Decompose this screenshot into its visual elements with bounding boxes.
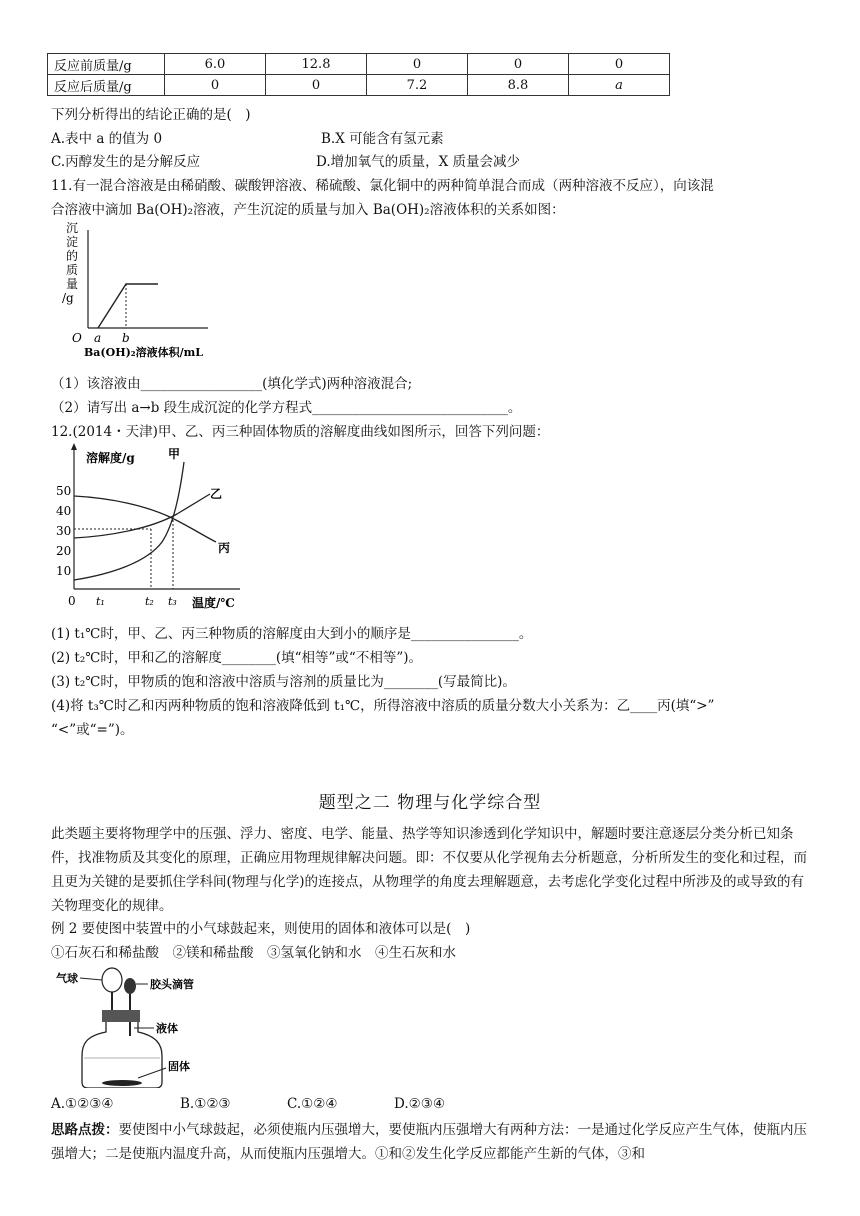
chart-ytick: 30 (56, 524, 72, 538)
q12-stem: 12.(2014・天津)甲、乙、丙三种固体物质的溶解度曲线如图所示，回答下列问题： (51, 424, 550, 440)
ex2-stem: 例 2 要使图中装置中的小气球鼓起来，则使用的固体和液体可以是( ) (51, 921, 471, 937)
graph-ylabel-char: 沉 (66, 221, 79, 235)
chart-t3: t₃ (168, 595, 177, 608)
ex2-option-c: C.①②④ (287, 1096, 338, 1112)
table-cell: 0 (468, 54, 569, 75)
dropper-bulb-icon (124, 978, 136, 994)
ex2-option-b: B.①②③ (180, 1096, 231, 1112)
q12-sub2: (2) t₂℃时，甲和乙的溶解度________(填“相等”或“不相等”)。 (51, 650, 422, 666)
stopper (102, 1010, 140, 1022)
q11-sub2: （2）请写出 a→b 段生成沉淀的化学方程式_____________________________。 (51, 400, 522, 416)
section-intro: 此类题主要将物理学中的压强、浮力、密度、电学、能量、热学等知识渗透到化学知识中，解题时要注意逐层分类分析已知条件，找准物质及其变化的原理，正确应用物理规律解决问题。即：不仅要从化学视角去分析题意，分析所发生的变化和过程，而且更为关键的是要抓住学科间(物理与化学)的连接点，从物理学的角度去理解题意，去考虑化学变化过程中所涉及的或导致的有关物理变化的规律。 (51, 826, 807, 914)
table-cell: 0 (266, 75, 367, 96)
chart-xlabel: 温度/℃ (192, 596, 235, 610)
table-row (48, 75, 670, 96)
table-cell: 7.2 (367, 75, 468, 96)
label-jia: 甲 (168, 447, 181, 461)
graph-xlabel: Ba(OH)₂溶液体积/mL (84, 346, 204, 359)
q10-option-a: A.表中 a 的值为 0 (51, 131, 163, 147)
section-title: 题型之二 物理与化学综合型 (318, 793, 542, 813)
q12-sub4-line2: “<”或“=”)。 (51, 722, 134, 738)
table-row (48, 54, 670, 75)
q10-stem: 下列分析得出的结论正确的是( ) (51, 107, 251, 123)
label-yi: 乙 (210, 487, 223, 501)
graph-origin: O (72, 331, 82, 345)
graph-ylabel-unit: /g (62, 291, 74, 305)
graph-ylabel-char: 量 (66, 277, 79, 291)
ex2-hint (51, 1118, 811, 1166)
q11-sub1: （1）该溶液由__________________(填化学式)两种溶液混合; (51, 376, 413, 392)
chart-ylabel: 溶解度/g (86, 451, 135, 465)
row-label: 反应后质量/g (48, 75, 165, 96)
q11-line2: 合溶液中滴加 Ba(OH)₂溶液，产生沉淀的质量与加入 Ba(OH)₂溶液体积的关系如图： (51, 202, 565, 218)
graph-point-b: b (122, 331, 130, 345)
chart-ytick: 20 (56, 544, 72, 558)
curve-jia (74, 462, 184, 580)
q12-sub4-line1: (4)将 t₃℃时乙和丙两种物质的饱和溶液降低到 t₁℃，所得溶液中溶质的质量分数大小关系为：乙____丙(填“>” (51, 698, 715, 714)
q11-line1: 11.有一混合溶液是由稀硝酸、碳酸钾溶液、稀硫酸、氯化铜中的两种简单混合而成（两种溶液不反应），向该混 (51, 178, 714, 194)
pointer-balloon (80, 978, 102, 980)
solubility-chart (52, 442, 252, 612)
table-cell: 12.8 (266, 54, 367, 75)
hint-text: 要使图中小气球鼓起，必须使瓶内压强增大，要使瓶内压强增大有两种方法：一是通过化学反应产生气体，使瓶内压强增大；二是使瓶内温度升高，从而使瓶内压强增大。①和②发生化学反应都能产生新的气体，③和 (51, 1122, 807, 1162)
graph-precipitate-line (98, 284, 158, 328)
mass-table (47, 53, 670, 96)
chart-origin: 0 (68, 594, 76, 608)
graph-ylabel-char: 的 (66, 249, 79, 263)
chart-ytick: 10 (56, 564, 72, 578)
row-label: 反应前质量/g (48, 54, 165, 75)
chart-ytick: 50 (56, 484, 72, 498)
curve-yi (74, 494, 210, 538)
label-dropper: 胶头滴管 (150, 978, 194, 991)
chart-t2: t₂ (145, 595, 154, 608)
label-bing: 丙 (218, 541, 231, 555)
graph-ylabel-char: 淀 (66, 235, 79, 249)
label-liquid: 液体 (156, 1022, 178, 1035)
table-cell: 0 (367, 54, 468, 75)
table-cell: 8.8 (468, 75, 569, 96)
table-cell: 0 (569, 54, 670, 75)
graph-point-a: a (94, 331, 102, 345)
hint-label: 思路点拨： (51, 1122, 119, 1138)
solid-pile (102, 1080, 142, 1086)
q10-option-b: B.X 可能含有氢元素 (321, 131, 444, 147)
q10-option-d: D.增加氧气的质量，X 质量会减少 (316, 154, 521, 170)
graph-ylabel-char: 质 (66, 263, 79, 277)
table-cell: 6.0 (165, 54, 266, 75)
table-cell: a (569, 75, 670, 96)
table-cell: 0 (165, 75, 266, 96)
q12-sub3: (3) t₂℃时，甲物质的饱和溶液中溶质与溶剂的质量比为________(写最简比)。 (51, 674, 516, 690)
label-solid: 固体 (168, 1060, 190, 1073)
chart-y-arrow (71, 443, 77, 450)
balloon-apparatus-figure (56, 966, 216, 1088)
label-balloon: 气球 (56, 972, 78, 985)
ex2-items: ①石灰石和稀盐酸 ②镁和稀盐酸 ③氢氧化钠和水 ④生石灰和水 (51, 945, 456, 961)
chart-ytick: 40 (56, 504, 72, 518)
q12-sub1: (1) t₁℃时，甲、乙、丙三种物质的溶解度由大到小的顺序是________________。 (51, 626, 533, 642)
q10-option-c: C.丙醇发生的是分解反应 (51, 154, 201, 170)
ex2-option-d: D.②③④ (394, 1096, 445, 1112)
balloon-icon (102, 968, 122, 992)
bottle (82, 1022, 162, 1088)
chart-t1: t₁ (96, 595, 105, 608)
ex2-option-a: A.①②③④ (51, 1096, 114, 1112)
precipitate-graph (60, 220, 240, 360)
